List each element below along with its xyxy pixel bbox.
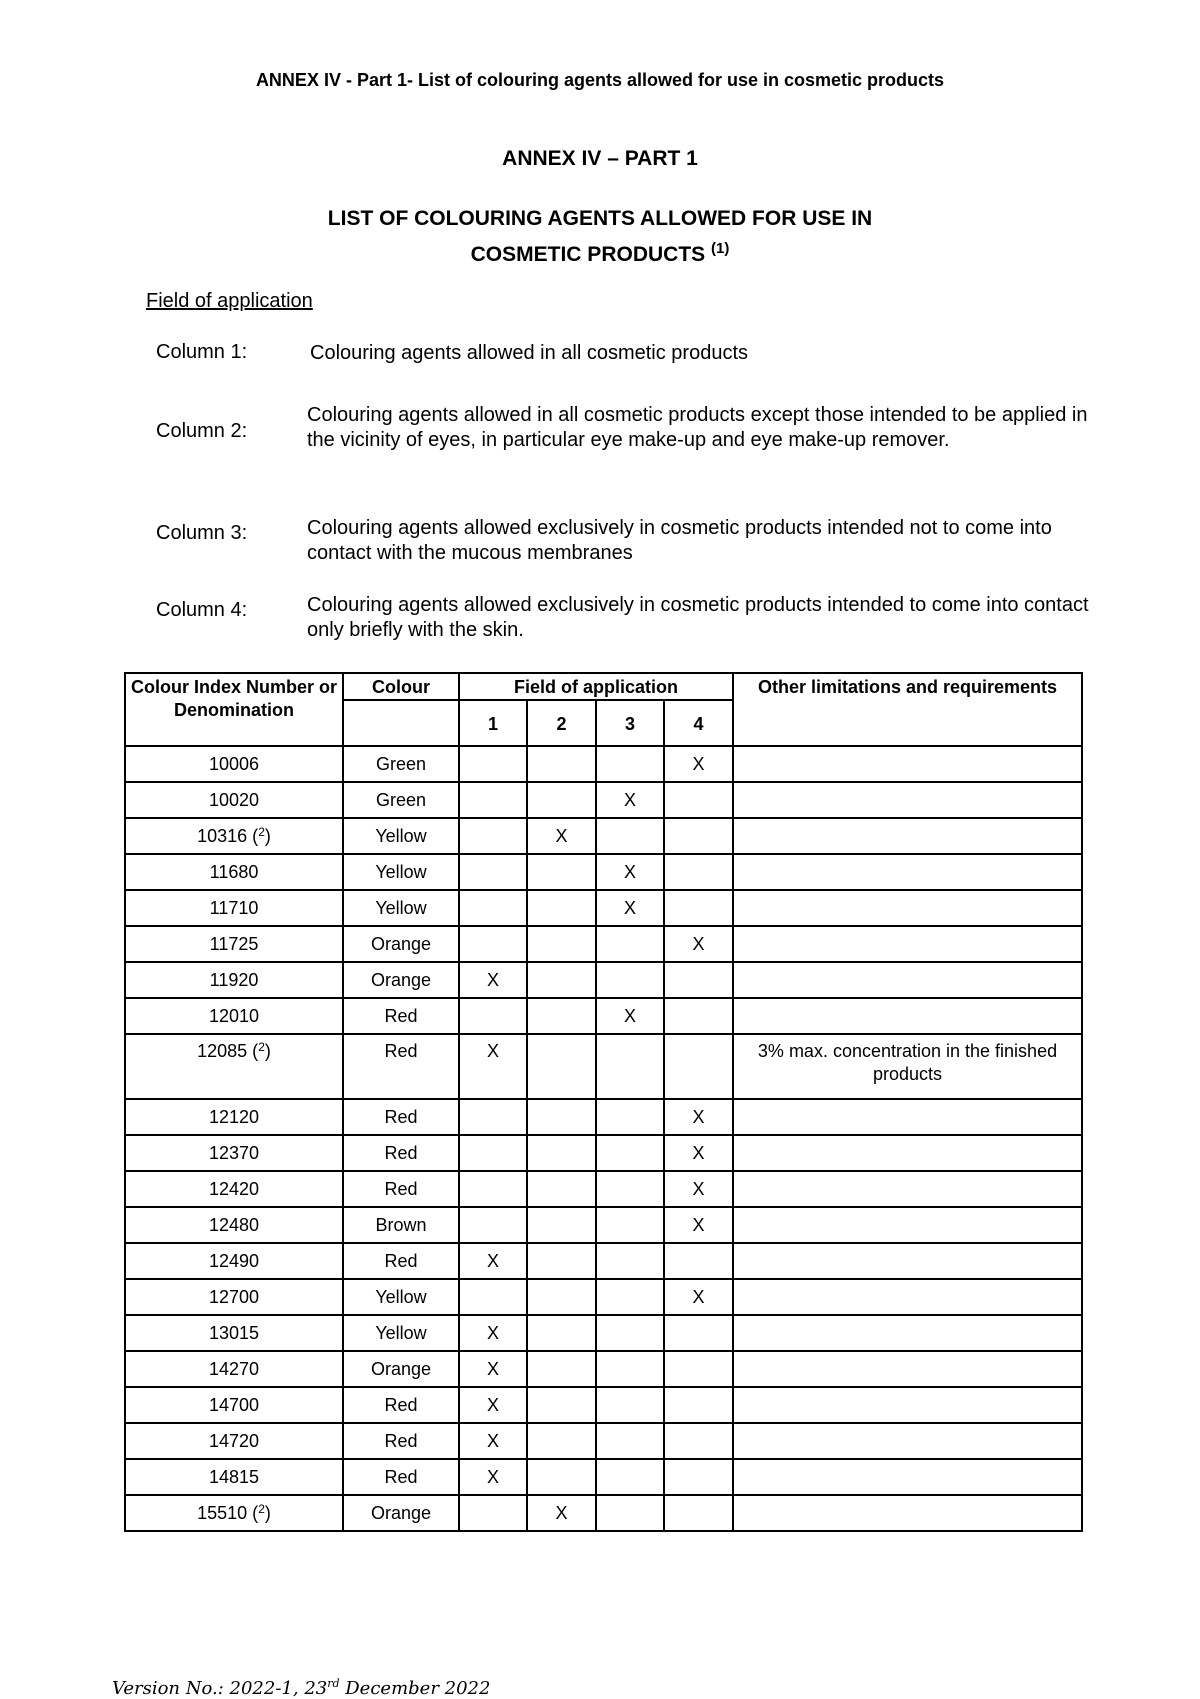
cell-other-limitations bbox=[733, 998, 1082, 1034]
cell-colour: Yellow bbox=[343, 1279, 459, 1315]
cell-colour-index: 15510 ($^2$) bbox=[125, 1495, 343, 1531]
colour-index-value: 15510 ( bbox=[197, 1502, 259, 1523]
cell-col-4 bbox=[664, 1351, 733, 1387]
cell-col-3 bbox=[596, 746, 664, 782]
table-row bbox=[125, 818, 1082, 854]
cell-other-limitations bbox=[733, 926, 1082, 962]
cell-col-3 bbox=[596, 1387, 664, 1423]
header-colour-blank bbox=[343, 700, 459, 746]
cell-col-2 bbox=[527, 1279, 596, 1315]
cell-colour-index: 10316 ($^2$) bbox=[125, 818, 343, 854]
colour-index-value: 10020 bbox=[208, 789, 260, 810]
header-col-1: 1 bbox=[459, 700, 527, 746]
cell-colour: Red bbox=[343, 1099, 459, 1135]
header-col-2: 2 bbox=[527, 700, 596, 746]
cell-col-2 bbox=[527, 1135, 596, 1171]
title-line-2 bbox=[0, 237, 1200, 273]
header-colour: Colour bbox=[343, 673, 459, 700]
header-field-of-application: Field of application bbox=[459, 673, 733, 700]
cell-col-2 bbox=[527, 854, 596, 890]
cell-col-4 bbox=[664, 782, 733, 818]
cell-col-1: X bbox=[459, 1243, 527, 1279]
cell-col-2 bbox=[527, 1315, 596, 1351]
colour-index-value: 12490 bbox=[208, 1250, 260, 1271]
cell-col-1 bbox=[459, 746, 527, 782]
cell-col-4: X bbox=[664, 926, 733, 962]
cell-colour: Red bbox=[343, 1243, 459, 1279]
cell-colour-index bbox=[125, 926, 343, 962]
cell-col-3 bbox=[596, 926, 664, 962]
cell-colour: Red bbox=[343, 1459, 459, 1495]
colour-index-value: 12010 bbox=[208, 1005, 260, 1026]
cell-colour: Yellow bbox=[343, 890, 459, 926]
cell-col-1 bbox=[459, 1207, 527, 1243]
column-4-label: Column 4: bbox=[156, 599, 248, 621]
field-of-application-heading: Field of application bbox=[146, 290, 313, 312]
cell-colour-index bbox=[125, 1207, 343, 1243]
title-line-1: LIST OF COLOURING AGENTS ALLOWED FOR USE IN bbox=[327, 207, 873, 230]
cell-col-1: X bbox=[459, 1315, 527, 1351]
cell-col-3 bbox=[596, 1495, 664, 1531]
cell-col-3 bbox=[596, 1034, 664, 1099]
header-other-limitations: Other limitations and requirements bbox=[733, 673, 1082, 746]
version-suffix: December 2022 bbox=[339, 1678, 491, 1699]
cell-colour-index bbox=[125, 1279, 343, 1315]
table-row bbox=[125, 890, 1082, 926]
cell-colour: Green bbox=[343, 782, 459, 818]
cell-other-limitations bbox=[733, 1315, 1082, 1351]
cell-col-1: X bbox=[459, 962, 527, 998]
cell-colour: Yellow bbox=[343, 854, 459, 890]
cell-col-3 bbox=[596, 1099, 664, 1135]
colour-index-value: 11920 bbox=[209, 969, 259, 990]
cell-col-4 bbox=[664, 1495, 733, 1531]
cell-col-1 bbox=[459, 1135, 527, 1171]
cell-colour: Yellow bbox=[343, 818, 459, 854]
header-col-4: 4 bbox=[664, 700, 733, 746]
cell-col-3 bbox=[596, 1315, 664, 1351]
cell-col-2 bbox=[527, 1243, 596, 1279]
cell-col-4: X bbox=[664, 746, 733, 782]
cell-col-3 bbox=[596, 1171, 664, 1207]
cell-col-2 bbox=[527, 926, 596, 962]
cell-colour: Orange bbox=[343, 962, 459, 998]
cell-colour: Orange bbox=[343, 1351, 459, 1387]
cell-col-2 bbox=[527, 962, 596, 998]
cell-other-limitations bbox=[733, 1099, 1082, 1135]
cell-col-3: X bbox=[596, 890, 664, 926]
cell-other-limitations bbox=[733, 746, 1082, 782]
colour-index-value: 10316 ( bbox=[197, 825, 259, 846]
colour-index-value: 14700 bbox=[208, 1394, 260, 1415]
colour-index-value: 11680 bbox=[209, 861, 259, 882]
cell-col-1: X bbox=[459, 1459, 527, 1495]
cell-other-limitations bbox=[733, 818, 1082, 854]
column-3-label: Column 3: bbox=[156, 522, 248, 544]
cell-colour: Orange bbox=[343, 1495, 459, 1531]
version-prefix: Version No.: 2022-1, 23 bbox=[112, 1678, 328, 1699]
cell-other-limitations bbox=[733, 782, 1082, 818]
column-2-label: Column 2: bbox=[156, 420, 248, 442]
header-colour-index: Colour Index Number or Denomination bbox=[125, 673, 343, 746]
cell-col-4 bbox=[664, 1387, 733, 1423]
cell-col-1: X bbox=[459, 1387, 527, 1423]
cell-col-1 bbox=[459, 1279, 527, 1315]
cell-col-4: X bbox=[664, 1279, 733, 1315]
cell-col-1 bbox=[459, 818, 527, 854]
table-row bbox=[125, 1495, 1082, 1531]
cell-col-2 bbox=[527, 1099, 596, 1135]
table-row bbox=[125, 1243, 1082, 1279]
cell-col-1 bbox=[459, 890, 527, 926]
table-row bbox=[125, 854, 1082, 890]
cell-col-1 bbox=[459, 926, 527, 962]
cell-col-3 bbox=[596, 1279, 664, 1315]
cell-col-4: X bbox=[664, 1099, 733, 1135]
title-footnote-ref: (1) bbox=[711, 240, 730, 257]
cell-col-4 bbox=[664, 890, 733, 926]
colour-index-value: 14720 bbox=[208, 1430, 260, 1451]
cell-col-3 bbox=[596, 818, 664, 854]
cell-colour-index bbox=[125, 1423, 343, 1459]
colour-index-value: 12120 bbox=[208, 1106, 260, 1127]
cell-colour: Yellow bbox=[343, 1315, 459, 1351]
cell-colour-index bbox=[125, 962, 343, 998]
cell-col-1: X bbox=[459, 1351, 527, 1387]
column-2-description: Colouring agents allowed in all cosmetic products except those intended to be applied in the vicinity of eyes, in particular eye make-up and eye make-up remover. bbox=[307, 404, 1088, 451]
cell-col-2: X bbox=[527, 1495, 596, 1531]
table-row bbox=[125, 1034, 1082, 1099]
column-1-label: Column 1: bbox=[156, 341, 248, 363]
cell-other-limitations bbox=[733, 1387, 1082, 1423]
cell-col-1 bbox=[459, 782, 527, 818]
cell-col-1 bbox=[459, 1171, 527, 1207]
colour-index-value: 14270 bbox=[208, 1358, 260, 1379]
cell-other-limitations bbox=[733, 1171, 1082, 1207]
cell-col-2 bbox=[527, 1207, 596, 1243]
cell-col-1 bbox=[459, 854, 527, 890]
cell-colour-index bbox=[125, 782, 343, 818]
colour-index-value: 10006 bbox=[208, 753, 260, 774]
table-row bbox=[125, 782, 1082, 818]
column-1-description: Colouring agents allowed in all cosmetic products bbox=[310, 342, 749, 364]
table-row bbox=[125, 1099, 1082, 1135]
cell-col-4 bbox=[664, 1034, 733, 1099]
table-row bbox=[125, 998, 1082, 1034]
table-row bbox=[125, 1423, 1082, 1459]
cell-col-2 bbox=[527, 746, 596, 782]
cell-col-4 bbox=[664, 998, 733, 1034]
cell-col-4 bbox=[664, 818, 733, 854]
cell-other-limitations bbox=[733, 1243, 1082, 1279]
title-line-2-text: COSMETIC PRODUCTS bbox=[470, 243, 706, 266]
cell-colour: Red bbox=[343, 1034, 459, 1099]
cell-col-4 bbox=[664, 1315, 733, 1351]
cell-col-1: X bbox=[459, 1034, 527, 1099]
cell-colour-index bbox=[125, 1099, 343, 1135]
footnote-ref: 2 bbox=[258, 1501, 265, 1516]
table-row bbox=[125, 1315, 1082, 1351]
table-row bbox=[125, 1135, 1082, 1171]
cell-colour-index bbox=[125, 746, 343, 782]
column-4-description: Colouring agents allowed exclusively in cosmetic products intended to come into contact only briefly with the skin. bbox=[307, 594, 1089, 641]
cell-col-4: X bbox=[664, 1135, 733, 1171]
cell-other-limitations bbox=[733, 1495, 1082, 1531]
cell-colour-index bbox=[125, 1315, 343, 1351]
cell-col-3 bbox=[596, 1423, 664, 1459]
cell-other-limitations bbox=[733, 854, 1082, 890]
cell-col-2 bbox=[527, 782, 596, 818]
colour-index-value: 11710 bbox=[209, 897, 259, 918]
cell-colour: Red bbox=[343, 1135, 459, 1171]
cell-other-limitations: 3% max. concentration in the finished products bbox=[733, 1034, 1082, 1099]
cell-col-3 bbox=[596, 1351, 664, 1387]
cell-col-2 bbox=[527, 1351, 596, 1387]
table-row bbox=[125, 746, 1082, 782]
cell-col-4 bbox=[664, 854, 733, 890]
colour-index-value: 13015 bbox=[208, 1322, 260, 1343]
table-row bbox=[125, 1171, 1082, 1207]
cell-col-3 bbox=[596, 1459, 664, 1495]
table-row bbox=[125, 962, 1082, 998]
cell-col-4 bbox=[664, 962, 733, 998]
cell-col-1 bbox=[459, 998, 527, 1034]
annex-title: ANNEX IV – PART 1 bbox=[502, 147, 698, 170]
cell-colour-index bbox=[125, 1459, 343, 1495]
cell-col-1: X bbox=[459, 1423, 527, 1459]
cell-colour: Red bbox=[343, 1423, 459, 1459]
table-row bbox=[125, 926, 1082, 962]
header-col-3: 3 bbox=[596, 700, 664, 746]
cell-colour: Brown bbox=[343, 1207, 459, 1243]
running-header: ANNEX IV - Part 1- List of colouring agents allowed for use in cosmetic products bbox=[255, 70, 945, 90]
colour-index-value: 12085 ( bbox=[197, 1041, 259, 1061]
table-row bbox=[125, 1207, 1082, 1243]
cell-colour: Red bbox=[343, 998, 459, 1034]
cell-colour-index bbox=[125, 1387, 343, 1423]
version-footer bbox=[112, 1678, 490, 1699]
cell-colour-index bbox=[125, 1243, 343, 1279]
page-title bbox=[0, 201, 1200, 273]
cell-col-2 bbox=[527, 890, 596, 926]
footnote-ref: 2 bbox=[258, 824, 265, 839]
colour-index-value: 12420 bbox=[208, 1178, 260, 1199]
cell-other-limitations bbox=[733, 1279, 1082, 1315]
cell-col-3: X bbox=[596, 998, 664, 1034]
footnote-ref: 2 bbox=[258, 1040, 265, 1054]
colour-index-value: 12480 bbox=[208, 1214, 260, 1235]
cell-col-4 bbox=[664, 1459, 733, 1495]
table-row bbox=[125, 1387, 1082, 1423]
cell-colour-index bbox=[125, 890, 343, 926]
cell-col-3: X bbox=[596, 854, 664, 890]
cell-colour-index bbox=[125, 854, 343, 890]
cell-col-3 bbox=[596, 962, 664, 998]
cell-col-3 bbox=[596, 1207, 664, 1243]
cell-other-limitations bbox=[733, 1351, 1082, 1387]
cell-col-4 bbox=[664, 1423, 733, 1459]
cell-col-2 bbox=[527, 1423, 596, 1459]
table-body bbox=[125, 746, 1082, 1531]
colour-index-value: 11725 bbox=[209, 933, 259, 954]
table-row bbox=[125, 1351, 1082, 1387]
colour-index-value: 12700 bbox=[208, 1286, 260, 1307]
cell-col-2: X bbox=[527, 818, 596, 854]
cell-colour-index bbox=[125, 998, 343, 1034]
colour-index-value: 14815 bbox=[208, 1466, 260, 1487]
cell-col-4: X bbox=[664, 1207, 733, 1243]
cell-col-3: X bbox=[596, 782, 664, 818]
cell-col-1 bbox=[459, 1495, 527, 1531]
cell-colour: Green bbox=[343, 746, 459, 782]
cell-other-limitations bbox=[733, 1423, 1082, 1459]
cell-colour-index bbox=[125, 1171, 343, 1207]
cell-col-2 bbox=[527, 1459, 596, 1495]
cell-colour-index bbox=[125, 1351, 343, 1387]
cell-colour-index: 12085 ($^2$) bbox=[125, 1034, 343, 1099]
cell-col-4 bbox=[664, 1243, 733, 1279]
version-sup: rd bbox=[327, 1677, 340, 1690]
cell-other-limitations bbox=[733, 1459, 1082, 1495]
cell-colour: Red bbox=[343, 1171, 459, 1207]
cell-col-3 bbox=[596, 1135, 664, 1171]
colouring-agents-table bbox=[124, 672, 1083, 1532]
column-3-description: Colouring agents allowed exclusively in cosmetic products intended not to come into contact with the mucous membranes bbox=[307, 517, 1052, 564]
table-row bbox=[125, 1459, 1082, 1495]
cell-other-limitations bbox=[733, 1207, 1082, 1243]
cell-col-2 bbox=[527, 1034, 596, 1099]
cell-other-limitations bbox=[733, 962, 1082, 998]
colour-index-value: 12370 bbox=[208, 1142, 260, 1163]
cell-col-2 bbox=[527, 998, 596, 1034]
table-row bbox=[125, 1279, 1082, 1315]
cell-col-2 bbox=[527, 1387, 596, 1423]
cell-other-limitations bbox=[733, 890, 1082, 926]
cell-colour: Orange bbox=[343, 926, 459, 962]
cell-col-2 bbox=[527, 1171, 596, 1207]
cell-colour: Red bbox=[343, 1387, 459, 1423]
cell-col-3 bbox=[596, 1243, 664, 1279]
cell-colour-index bbox=[125, 1135, 343, 1171]
cell-col-4: X bbox=[664, 1171, 733, 1207]
cell-col-1 bbox=[459, 1099, 527, 1135]
cell-other-limitations bbox=[733, 1135, 1082, 1171]
